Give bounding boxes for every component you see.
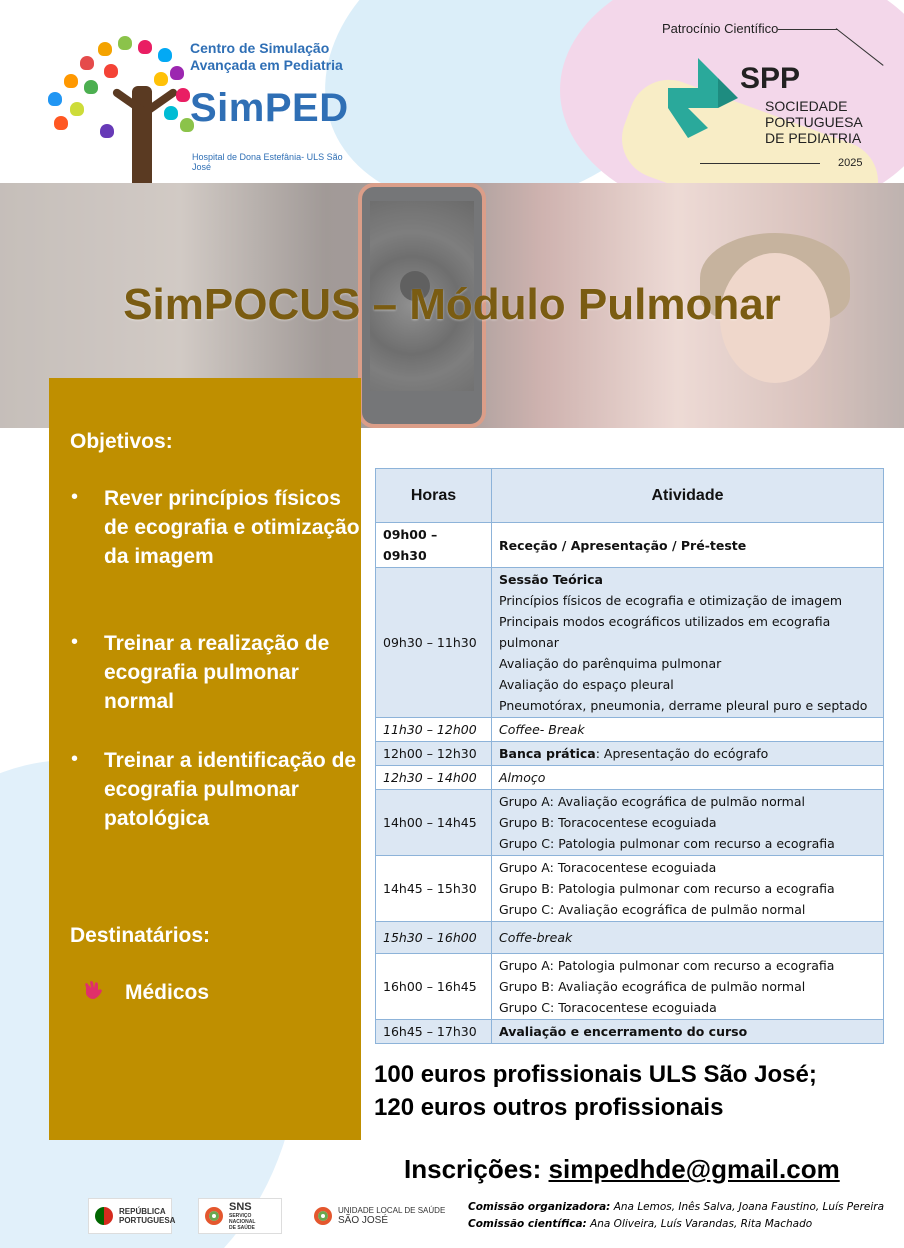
table-row — [376, 922, 884, 954]
activity-cell: Avaliação e encerramento do curso — [492, 1020, 884, 1044]
sns-mark-icon — [205, 1207, 223, 1225]
activity-cell: Grupo A: Patologia pulmonar com recurso a ecografia Grupo B: Avaliação ecográfica de pulmão normal Grupo C: Toracocentese ecoguiada — [492, 954, 884, 1020]
schedule-table — [375, 468, 884, 1044]
table-row — [376, 568, 884, 718]
activity-cell: Almoço — [492, 766, 884, 790]
table-row — [376, 790, 884, 856]
audience-heading: Destinatários: — [70, 924, 211, 947]
table-row — [376, 856, 884, 922]
time-cell: 11h30 – 12h00 — [376, 718, 492, 742]
spp-abbreviation: SPP — [740, 62, 801, 95]
activity-cell: Coffee- Break — [492, 718, 884, 742]
committees-text: Comissão organizadora: Ana Lemos, Inês Salva, Joana Faustino, Luís Pereira Comissão científica: Ana Oliveira, Luís Varandas, Rita Machado — [468, 1201, 885, 1230]
column-header-hours: Horas — [376, 469, 492, 523]
sponsor-label: Patrocínio Científico — [662, 21, 779, 36]
spp-mark-icon — [668, 58, 748, 138]
activity-cell: Grupo A: Toracocentese ecoguiada Grupo B: Patologia pulmonar com recurso a ecografia Grupo C: Avaliação ecográfica de pulmão normal — [492, 856, 884, 922]
activity-cell: Sessão Teórica Princípios físicos de ecografia e otimização de imagem Principais modos ecográficos utilizados em ecografia pulmonar Avaliação do parênquima pulmonar Avaliação do espaço pleural Pneumotórax, pneumonia, derrame pleural puro e septado — [492, 568, 884, 718]
registration-label: Inscrições: — [404, 1154, 549, 1184]
bullet-icon: • — [71, 486, 79, 508]
time-cell: 12h30 – 14h00 — [376, 766, 492, 790]
registration — [404, 1154, 840, 1185]
column-header-activity: Atividade — [492, 469, 884, 523]
table-row — [376, 1020, 884, 1044]
time-cell: 15h30 – 16h00 — [376, 922, 492, 954]
simped-name: SimPED — [190, 86, 349, 130]
uls-sao-jose-logo: UNIDADE LOCAL DE SAÚDE SÃO JOSÉ — [308, 1198, 454, 1234]
hand-pointer-icon — [82, 979, 104, 1001]
time-cell: 14h00 – 14h45 — [376, 790, 492, 856]
time-cell: 12h00 – 12h30 — [376, 742, 492, 766]
simped-hospital: Hospital de Dona Estefânia- ULS São José — [192, 152, 343, 172]
table-row — [376, 742, 884, 766]
spp-year: 2025 — [838, 157, 863, 169]
activity-cell: Banca prática: Apresentação do ecógrafo — [492, 742, 884, 766]
pricing-text: 100 euros profissionais ULS São José; 120 euros outros profissionais — [374, 1061, 817, 1121]
table-header-row — [376, 469, 884, 523]
objectives-panel: Objetivos: • Rever princípios físicos de ecografia e otimização da imagem • Treinar a realização de ecografia pulmonar normal • Treinar a identificação de ecografia pulmonar patológica Destinatários: Médicos — [49, 378, 361, 1140]
table-row — [376, 718, 884, 742]
time-cell: 16h45 – 17h30 — [376, 1020, 492, 1044]
spp-full-name: SOCIEDADE PORTUGUESA DE PEDIATRIA — [765, 98, 863, 146]
time-cell: 09h00 – 09h30 — [376, 523, 492, 568]
table-row — [376, 954, 884, 1020]
republica-portuguesa-logo: REPÚBLICA PORTUGUESA — [88, 1198, 172, 1234]
simped-logo — [40, 36, 350, 172]
time-cell: 14h45 – 15h30 — [376, 856, 492, 922]
time-cell: 09h30 – 11h30 — [376, 568, 492, 718]
bullet-icon: • — [71, 748, 79, 770]
objectives-heading: Objetivos: — [70, 430, 173, 453]
activity-cell: Grupo A: Avaliação ecográfica de pulmão normal Grupo B: Toracocentese ecoguiada Grupo C: Patologia pulmonar com recurso a ecografia — [492, 790, 884, 856]
sns-logo: SNS SERVIÇO NACIONAL DE SAÚDE — [198, 1198, 282, 1234]
audience-item: Médicos — [125, 981, 210, 1004]
registration-email-link[interactable]: simpedhde@gmail.com — [548, 1154, 840, 1184]
flag-icon — [95, 1207, 113, 1225]
table-row — [376, 523, 884, 568]
uls-mark-icon — [314, 1207, 332, 1225]
page-title: SimPOCUS – Módulo Pulmonar — [123, 280, 781, 329]
time-cell: 16h00 – 16h45 — [376, 954, 492, 1020]
simped-org-name: Centro de Simulação Avançada em Pediatria — [190, 40, 343, 73]
spp-logo — [640, 16, 890, 176]
activity-cell: Receção / Apresentação / Pré-teste — [492, 523, 884, 568]
table-row — [376, 766, 884, 790]
bullet-icon: • — [71, 631, 79, 653]
activity-cell: Coffe-break — [492, 922, 884, 954]
